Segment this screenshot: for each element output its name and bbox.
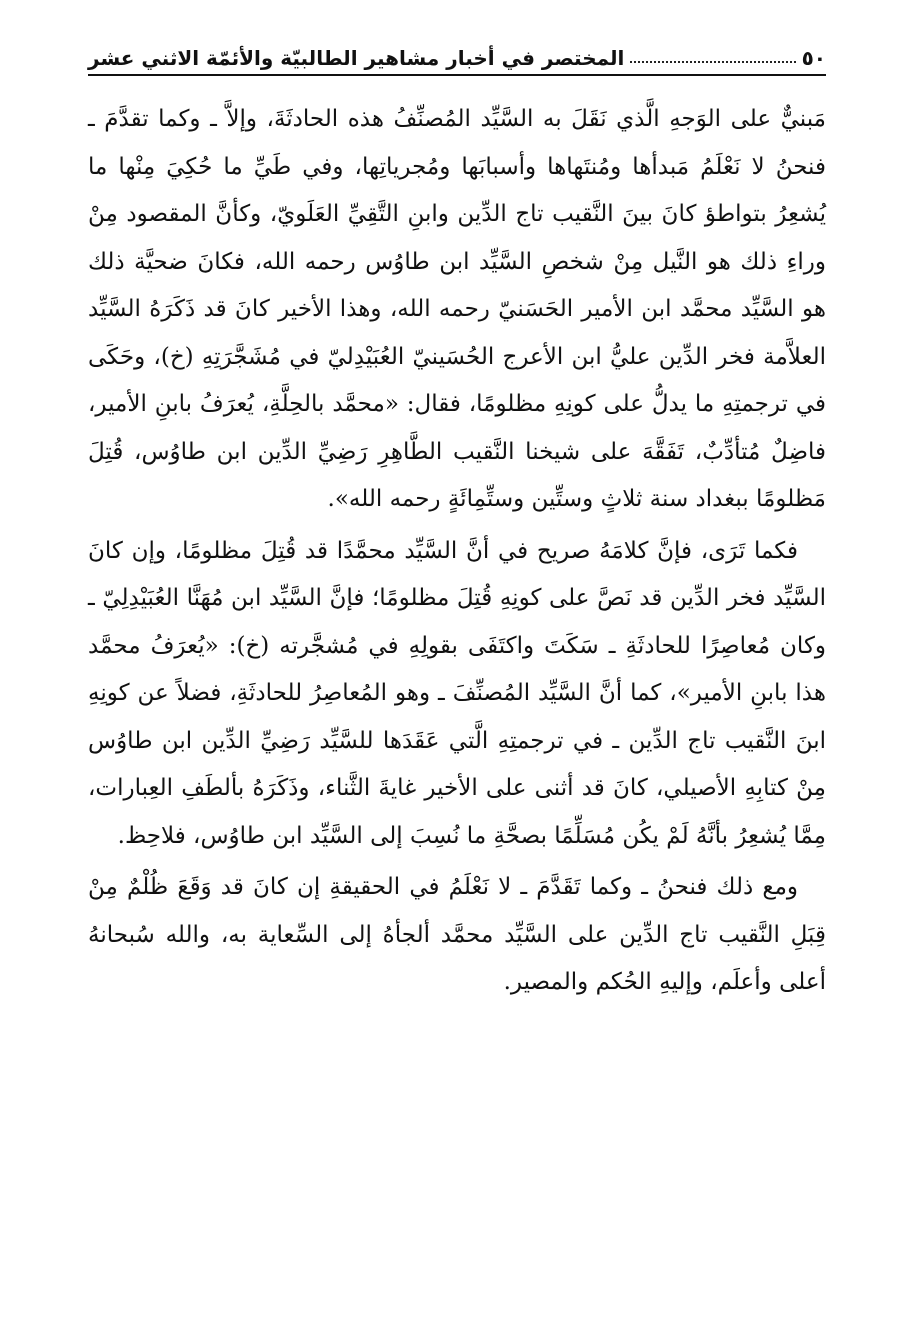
running-header: [88, 30, 826, 70]
header-rule: [88, 74, 826, 76]
body-text: [88, 96, 826, 1007]
book-title: المختصر في أخبار مشاهير الطالبيّة والأئمّة الاثني عشر: [88, 46, 625, 70]
paragraph-2: فكما تَرَى، فإنَّ كلامَهُ صريح في أنَّ السَّيِّد محمَّدًا قد قُتِلَ مظلومًا، وإن كانَ السَّيِّد فخر الدِّين قد نَصَّ على كونِهِ قُتِلَ مظلومًا؛ فإنَّ السَّيِّد ابن مُهَنَّا العُبَيْدِلِيّ ـ وكان مُعاصِرًا للحادثَةِ ـ سَكَتَ واكتَفَى بقولِهِ في مُشجَّرته (خ): «يُعرَفُ محمَّد هذا بابنِ الأمير»، كما أنَّ السَّيِّد المُصنِّفَ ـ وهو المُعاصِرُ للحادثَةِ، فضلاً عن كونِهِ ابنَ النَّقيب تاج الدِّين ـ في ترجمتِهِ الَّتي عَقَدَها للسَّيِّد رَضِيِّ الدِّين ابن طاوُس مِنْ كتابِهِ الأصيلي، كانَ قد أثنى على الأخير غايةَ الثَّناء، وذَكَرَهُ بألطَفِ العِبارات، مِمَّا يُشعِرُ بأنَّهُ لَمْ يكُن مُسَلِّمًا بصحَّةِ ما نُسِبَ إلى السَّيِّد ابن طاوُس، فلاحِظ.: [88, 537, 826, 849]
paragraph-1: مَبنيٌّ على الوَجهِ الَّذي نَقَلَ به السَّيِّد المُصنِّفُ هذه الحادثَةَ، وإلاَّ ـ وكما تقدَّمَ ـ فنحنُ لا نَعْلَمُ مَبدأها ومُنتَهاها وأسبابَها ومُجرياتِها، وفي طَيِّ ما حُكِيَ مِنْها ما يُشعِرُ بتواطؤ كانَ بينَ النَّقيب تاج الدِّين وابنِ التَّقِيِّ العَلَويّ، وكأنَّ المقصود مِنْ وراءِ ذلك هو النَّيل مِنْ شخصِ السَّيِّد ابن طاوُس رحمه الله، فكانَ ضحيَّة ذلك هو السَّيِّد محمَّد ابن الأمير الحَسَنيّ رحمه الله، وهذا الأخير كانَ قد ذَكَرَهُ السَّيِّد العلاَّمة فخر الدِّين عليُّ ابن الأعرج الحُسَينيّ العُبَيْدِليّ في مُشَجَّرَتِهِ (خ)، وحَكَى في ترجمتِهِ ما يدلُّ على كونِهِ مظلومًا، فقال: «محمَّد بالحِلَّةِ، يُعرَفُ بابنِ الأمير، فاضِلٌ مُتأدِّبٌ، تَفَقَّهَ على شيخنا النَّقيب الطَّاهِرِ رَضِيِّ الدِّين ابن طاوُس، قُتِلَ مَظلومًا ببغداد سنة ثلاثٍ وستِّين وستِّمِائَةٍ رحمه الله».: [88, 106, 826, 512]
header-dot-leader: [630, 61, 795, 63]
paragraph-3: ومع ذلك فنحنُ ـ وكما تَقَدَّمَ ـ لا نَعْلَمُ في الحقيقةِ إن كانَ قد وَقَعَ ظُلْمٌ مِنْ قِبَلِ النَّقيب تاج الدِّين على السَّيِّد محمَّد ألجأهُ إلى السِّعاية به، والله سُبحانهُ أعلى وأعلَم، وإليهِ الحُكم والمصير.: [88, 874, 826, 995]
page-number: ٥٠: [801, 46, 826, 70]
